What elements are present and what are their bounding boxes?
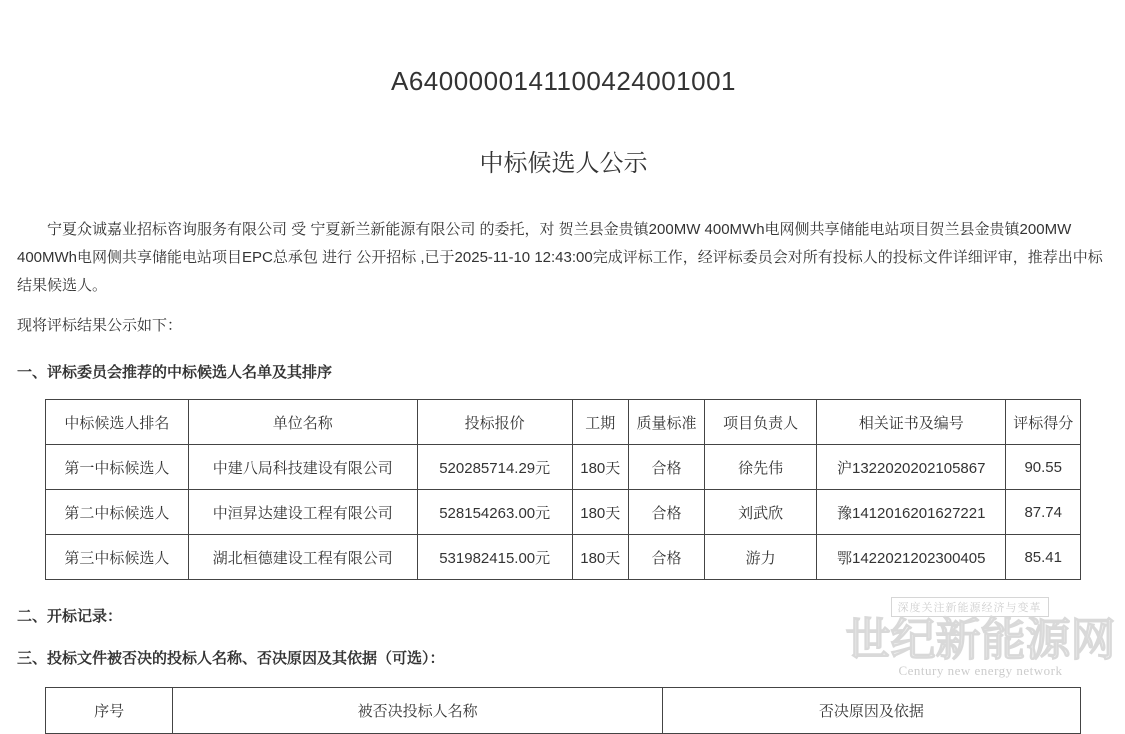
candidates-header-row bbox=[46, 400, 1081, 445]
cell-rank: 第三中标候选人 bbox=[46, 535, 189, 580]
cell-bid-price: 528154263.00元 bbox=[417, 490, 572, 535]
cell-certificate: 豫1412016201627221 bbox=[817, 490, 1006, 535]
cell-bid-price: 531982415.00元 bbox=[417, 535, 572, 580]
watermark-english-subtitle: Century new energy network bbox=[898, 663, 1063, 678]
cell-company: 湖北桓德建设工程有限公司 bbox=[188, 535, 417, 580]
cell-company: 中建八局科技建设有限公司 bbox=[188, 445, 417, 490]
cell-score: 87.74 bbox=[1006, 490, 1081, 535]
result-note: 现将评标结果公示如下： bbox=[17, 317, 183, 334]
cell-quality: 合格 bbox=[628, 490, 705, 535]
section-2-heading: 二、开标记录： bbox=[17, 608, 123, 625]
candidate-row-1 bbox=[46, 445, 1081, 490]
column-header-seq: 序号 bbox=[46, 688, 173, 734]
cell-duration: 180天 bbox=[572, 490, 628, 535]
candidates-table bbox=[45, 399, 1081, 580]
watermark-site-name: 世纪新能源网 bbox=[845, 614, 1116, 665]
section-1-heading: 一、评标委员会推荐的中标候选人名单及其排序 bbox=[17, 364, 333, 381]
cell-manager: 刘武欣 bbox=[705, 490, 817, 535]
column-header-score: 评标得分 bbox=[1006, 400, 1081, 445]
cell-certificate: 鄂1422021202300405 bbox=[817, 535, 1006, 580]
cell-rank: 第二中标候选人 bbox=[46, 490, 189, 535]
column-header-duration: 工期 bbox=[572, 400, 628, 445]
column-header-rank: 中标候选人排名 bbox=[46, 400, 189, 445]
cell-score: 85.41 bbox=[1006, 535, 1081, 580]
column-header-company: 单位名称 bbox=[188, 400, 417, 445]
cell-score: 90.55 bbox=[1006, 445, 1081, 490]
column-header-rejection-reason: 否决原因及依据 bbox=[662, 688, 1080, 734]
cell-rank: 第一中标候选人 bbox=[46, 445, 189, 490]
rejected-bidders-table bbox=[45, 687, 1081, 734]
cell-quality: 合格 bbox=[628, 445, 705, 490]
cell-bid-price: 520285714.29元 bbox=[417, 445, 572, 490]
section-3-heading: 三、投标文件被否决的投标人名称、否决原因及其依据（可选）： bbox=[17, 650, 445, 667]
candidate-row-2 bbox=[46, 490, 1081, 535]
column-header-manager: 项目负责人 bbox=[705, 400, 817, 445]
tender-code-title: A6400000141100424001001 bbox=[390, 66, 737, 96]
cell-manager: 游力 bbox=[705, 535, 817, 580]
cell-manager: 徐先伟 bbox=[705, 445, 817, 490]
announcement-title: 中标候选人公示 bbox=[479, 150, 648, 177]
rejected-header-row bbox=[46, 688, 1081, 734]
cell-duration: 180天 bbox=[572, 535, 628, 580]
column-header-quality: 质量标准 bbox=[628, 400, 705, 445]
candidate-row-3 bbox=[46, 535, 1081, 580]
intro-paragraph: 宁夏众诚嘉业招标咨询服务有限公司 受 宁夏新兰新能源有限公司 的委托，对 贺兰县金贵镇200MW 400MWh电网侧共享储能电站项目贺兰县金贵镇200MW 400MWh电网侧共享储能电站项目EPC总承包 进行 公开招标 ,已于2025-11-10 12:43:00完成评标工作，经评标委员会对所有投标人的投标文件详细评审，推荐出中标结果候选人。 bbox=[17, 221, 1103, 294]
cell-certificate: 沪1322020202105867 bbox=[817, 445, 1006, 490]
column-header-bid-price: 投标报价 bbox=[417, 400, 572, 445]
column-header-rejected-bidder: 被否决投标人名称 bbox=[173, 688, 663, 734]
cell-duration: 180天 bbox=[572, 445, 628, 490]
cell-quality: 合格 bbox=[628, 535, 705, 580]
column-header-certificate: 相关证书及编号 bbox=[817, 400, 1006, 445]
watermark-slogan: 深度关注新能源经济与变革 bbox=[891, 597, 1049, 617]
cell-company: 中洹昇达建设工程有限公司 bbox=[188, 490, 417, 535]
